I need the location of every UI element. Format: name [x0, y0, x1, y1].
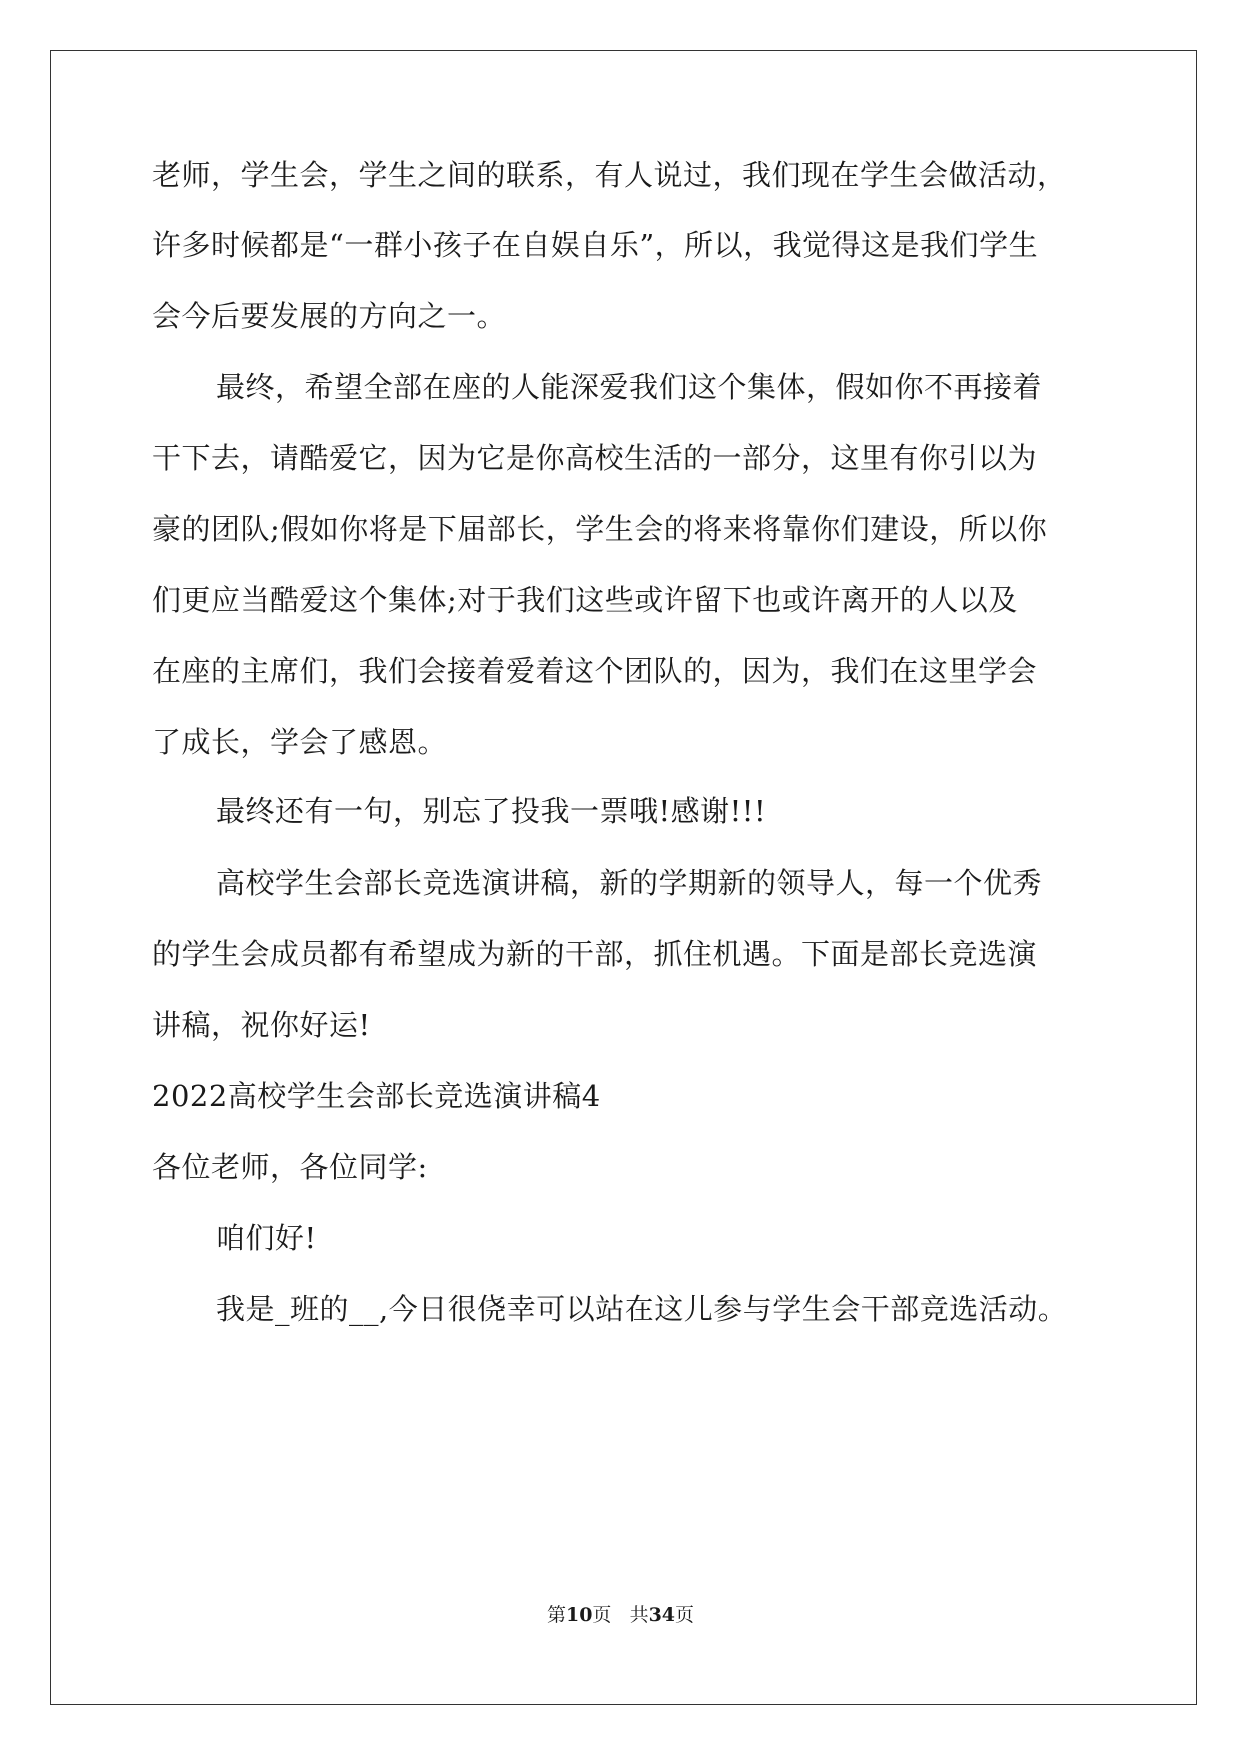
- text-line: 们更应当酷爱这个集体;对于我们这些或许留下也或许离开的人以及: [152, 583, 1018, 617]
- text-line: 在座的主席们，我们会接着爱着这个团队的，因为，我们在这里学会: [152, 654, 1038, 688]
- text-line: 许多时候都是“一群小孩子在自娱自乐”，所以，我觉得这是我们学生: [152, 228, 1039, 262]
- footer-total-number: 34: [648, 1604, 676, 1626]
- text-line: 的学生会成员都有希望成为新的干部，抓住机遇。下面是部长竞选演: [152, 937, 1038, 971]
- salutation: 各位老师，各位同学:: [152, 1150, 428, 1184]
- section-heading: 2022高校学生会部长竞选演讲稿4: [152, 1079, 601, 1113]
- text-line: 讲稿，祝你好运!: [152, 1008, 371, 1042]
- footer-page-number: 10: [565, 1604, 593, 1626]
- footer-page-prefix: 第: [546, 1604, 566, 1626]
- page-footer: [0, 1603, 1241, 1627]
- text-line: 会今后要发展的方向之一。: [152, 299, 507, 333]
- text-line: 了成长，学会了感恩。: [152, 725, 448, 759]
- text-line: 豪的团队;假如你将是下届部长，学生会的将来将靠你们建设，所以你: [152, 512, 1048, 546]
- text-line: 干下去，请酷爱它，因为它是你高校生活的一部分，这里有你引以为: [152, 441, 1038, 475]
- footer-total-prefix: 共: [629, 1604, 649, 1626]
- footer-page-suffix: 页: [592, 1604, 612, 1626]
- text-line: 老师，学生会，学生之间的联系，有人说过，我们现在学生会做活动，: [152, 158, 1067, 192]
- text-line: 高校学生会部长竞选演讲稿，新的学期新的领导人，每一个优秀: [216, 866, 1043, 900]
- text-line: 最终，希望全部在座的人能深爱我们这个集体，假如你不再接着: [216, 370, 1043, 404]
- text-line: 最终还有一句，别忘了投我一票哦!感谢!!!: [216, 794, 767, 828]
- footer-total-suffix: 页: [675, 1604, 695, 1626]
- text-line: 我是_班的__,今日很侥幸可以站在这儿参与学生会干部竞选活动。: [216, 1292, 1068, 1326]
- greeting: 咱们好!: [216, 1221, 317, 1255]
